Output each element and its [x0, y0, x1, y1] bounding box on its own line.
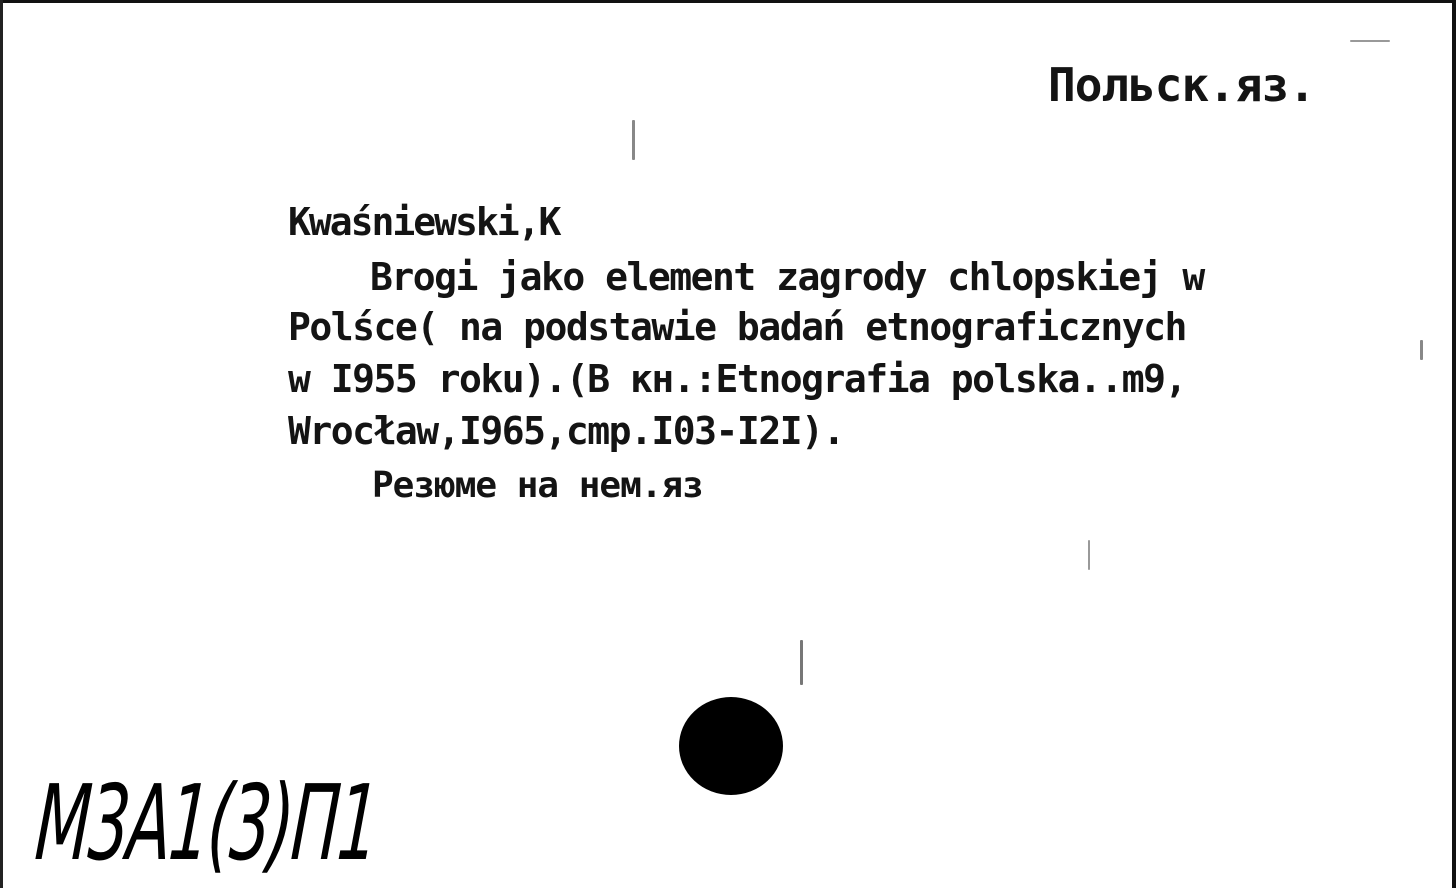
- description-line: Polśce( na podstawie badań etnograficznych: [288, 305, 1186, 349]
- description-line: Wrocław,I965,cmp.I03-I2I).: [288, 409, 844, 453]
- description-line: w I955 roku).(В кн.:Etnografia polska..m9,: [288, 357, 1186, 401]
- card-right-edge: [1452, 0, 1456, 888]
- card-top-edge: [0, 0, 1456, 3]
- author-name: Kwaśniewski,K: [288, 200, 560, 244]
- card-left-edge: [0, 0, 3, 888]
- scan-speck: [800, 640, 803, 685]
- scan-speck: [632, 120, 635, 160]
- description-line: Brogi jako element zagrody chlopskiej w: [370, 255, 1204, 299]
- summary-note: Резюме на нем.яз: [372, 465, 703, 506]
- scan-speck: [1420, 340, 1423, 360]
- classification-heading: Польск.яз.: [1048, 58, 1315, 112]
- scan-speck: [1350, 40, 1390, 42]
- punch-hole: [679, 697, 783, 795]
- handwritten-call-number: M3A1(3)П1: [32, 762, 381, 884]
- scan-speck: [1088, 540, 1090, 570]
